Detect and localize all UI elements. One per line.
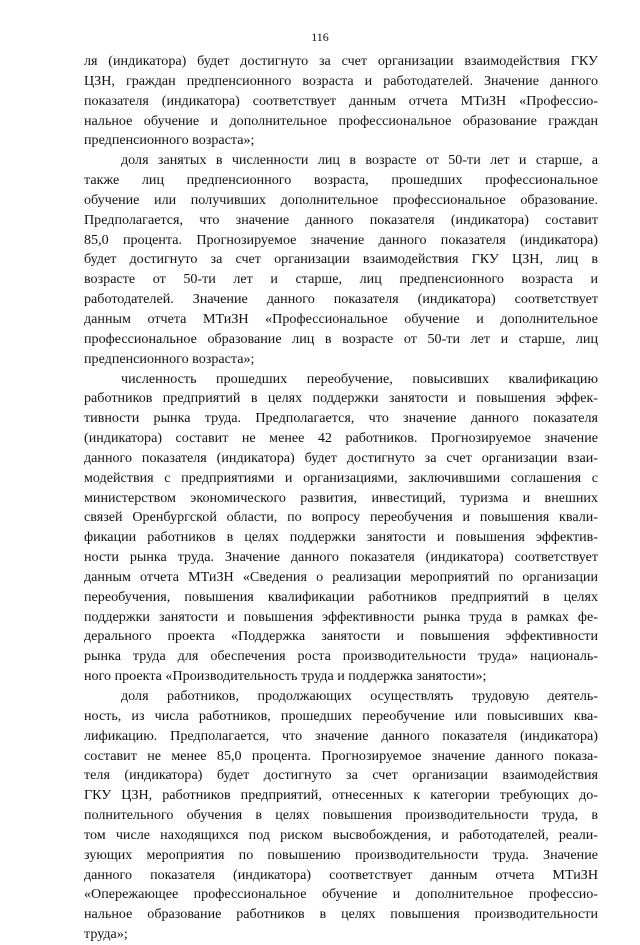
- text-line: будет достигнуто за счет организации взаимодействия ГКУ ЦЗН, лиц в: [84, 251, 598, 268]
- text-line: профессиональное образование лиц в возрасте от 50-ти лет и старше, лиц: [84, 330, 598, 347]
- text-line: работников предприятий в целях поддержки занятости и повышения эффек-: [84, 390, 598, 407]
- text-line: данного показателя (индикатора) соответствует данным отчета МТиЗН: [84, 866, 598, 883]
- text-line: поддержки занятости и повышения эффективности рынка труда в рамках фе-: [84, 608, 598, 625]
- text-line: модействия с предприятиями и организациями, заключившими соглашения с: [84, 469, 598, 486]
- text-line: связей Оренбургской области, по вопросу переобучения и повышения квали-: [84, 509, 598, 526]
- text-line: ности рынка труда. Значение данного показателя (индикатора) соответствует: [84, 549, 598, 566]
- text-line: тивности рынка труда. Предполагается, что значение данного показателя: [84, 410, 598, 427]
- text-line: переобучения, повышения квалификации работников предприятий в целях: [84, 588, 598, 605]
- text-line: обучение или получивших дополнительное профессиональное образование.: [84, 191, 598, 208]
- text-line: ГКУ ЦЗН, работников предприятий, отнесенных к категории требующих до-: [84, 787, 598, 804]
- text-line: том числе находящихся под риском высвобождения, и работодателей, реали-: [84, 826, 598, 843]
- text-line: дерального проекта «Поддержка занятости и повышения эффективности: [84, 628, 598, 645]
- text-line: нальное образование работников в целях повышения производительности: [84, 906, 598, 923]
- text-line: численность прошедших переобучение, повысивших квалификацию: [121, 370, 598, 387]
- text-line: предпенсионного возраста»;: [84, 350, 255, 367]
- text-line: работодателей. Значение данного показателя (индикатора) соответствует: [84, 291, 598, 308]
- text-line: труда»;: [84, 926, 128, 943]
- text-line: данным отчета МТиЗН «Профессиональное обучение и дополнительное: [84, 310, 598, 327]
- text-line: предпенсионного возраста»;: [84, 132, 255, 149]
- text-line: полнительного обучения в целях повышения производительности труда, в: [84, 807, 598, 824]
- text-line: ля (индикатора) будет достигнуто за счет организации взаимодействия ГКУ: [84, 53, 598, 69]
- text-line: составит не менее 85,0 процента. Прогнозируемое значение данного показа-: [84, 747, 598, 764]
- document-body: [84, 52, 598, 945]
- text-line: лификацию. Предполагается, что значение данного показателя (индикатора): [84, 727, 598, 744]
- text-line: данного показателя (индикатора) будет достигнуто за счет организации взаи-: [84, 449, 598, 466]
- text-line: Предполагается, что значение данного показателя (индикатора) составит: [84, 211, 598, 228]
- text-line: ного проекта «Производительность труда и поддержка занятости»;: [84, 668, 487, 685]
- text-line: рынка труда для обеспечения роста производительности труда» националь-: [84, 648, 598, 665]
- text-line: нальное обучение и дополнительное профессиональное образование граждан: [84, 112, 598, 129]
- text-line: ЦЗН, граждан предпенсионного возраста и работодателей. Значение данного: [84, 72, 598, 89]
- text-line: «Опережающее профессиональное обучение и дополнительное профессио-: [84, 886, 598, 903]
- text-line: показателя (индикатора) соответствует данным отчета МТиЗН «Профессио-: [84, 92, 598, 109]
- text-line: также лиц предпенсионного возраста, прошедших профессиональное: [84, 172, 598, 189]
- page-number: 116: [311, 30, 329, 44]
- text-line: фикации работников в целях поддержки занятости и повышения эффектив-: [84, 529, 598, 546]
- text-line: возрасте от 50-ти лет и старше, лиц предпенсионного возраста и: [84, 271, 598, 288]
- text-line: доля работников, продолжающих осуществлять трудовую деятель-: [121, 688, 598, 704]
- text-line: доля занятых в численности лиц в возрасте от 50-ти лет и старше, а: [121, 152, 598, 169]
- text-line: теля (индикатора) будет достигнуто за счет организации взаимодействия: [84, 767, 598, 784]
- text-line: (индикатора) составит не менее 42 работников. Прогнозируемое значение: [84, 430, 598, 447]
- text-line: 85,0 процента. Прогнозируемое значение данного показателя (индикатора): [84, 231, 598, 248]
- text-line: данным отчета МТиЗН «Сведения о реализации мероприятий по организации: [84, 568, 598, 585]
- text-line: ность, из числа работников, прошедших переобучение или повысивших ква-: [84, 707, 598, 724]
- text-line: министерством экономического развития, инвестиций, туризма и внешних: [84, 489, 598, 506]
- text-line: зующих мероприятия по повышению производительности труда. Значение: [84, 846, 598, 863]
